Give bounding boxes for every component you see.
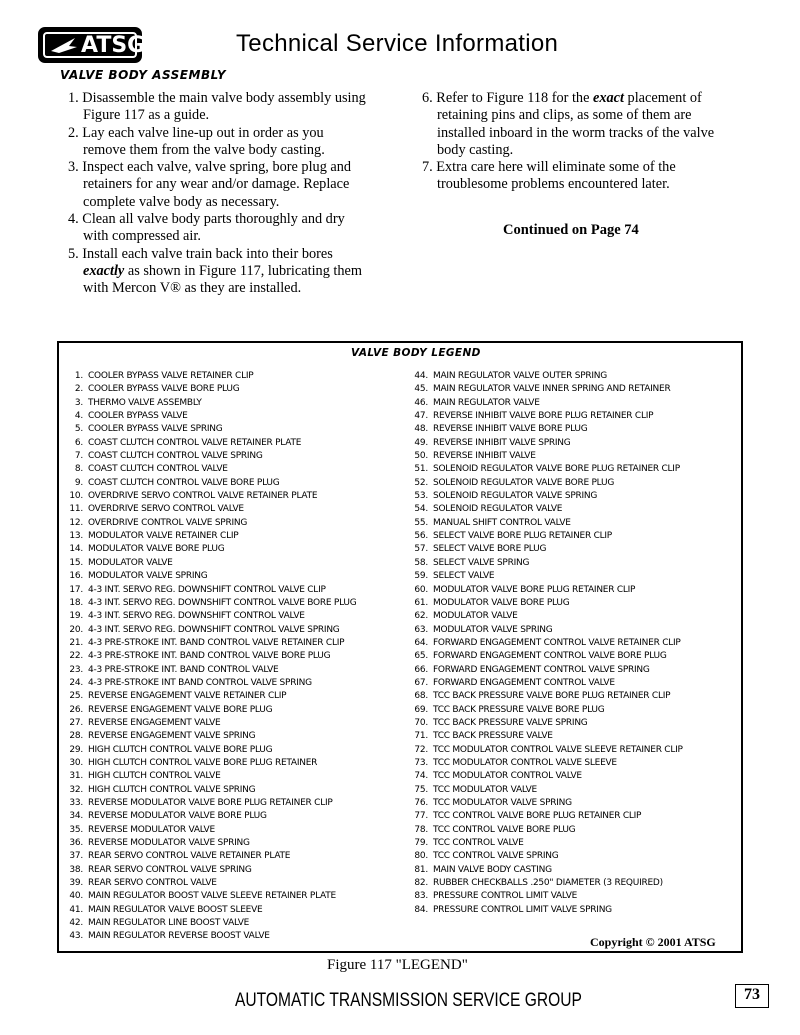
legend-item-number: 79.	[414, 838, 428, 849]
legend-item-label: SOLENOID REGULATOR VALVE	[433, 504, 563, 515]
legend-item	[66, 624, 356, 637]
legend-item-label: FORWARD ENGAGEMENT CONTROL VALVE BORE PLUG	[433, 651, 667, 662]
legend-item	[411, 717, 683, 730]
legend-item	[66, 677, 356, 690]
legend-item-label: HIGH CLUTCH CONTROL VALVE BORE PLUG RETAINER	[88, 757, 318, 768]
legend-item-number: 84.	[414, 904, 428, 915]
legend-item	[66, 864, 356, 877]
legend-item-label: COAST CLUTCH CONTROL VALVE BORE PLUG	[88, 477, 280, 488]
legend-item	[66, 530, 356, 543]
legend-item	[411, 770, 683, 783]
legend-item-label: HIGH CLUTCH CONTROL VALVE SPRING	[88, 784, 256, 795]
legend-item	[411, 383, 683, 396]
legend-item-label: REVERSE INHIBIT VALVE BORE PLUG RETAINER CLIP	[433, 411, 654, 422]
legend-item-number: 15.	[69, 557, 83, 568]
legend-item-label: 4-3 INT. SERVO REG. DOWNSHIFT CONTROL VALVE SPRING	[88, 624, 340, 635]
legend-item-number: 42.	[69, 918, 83, 929]
legend-item	[411, 677, 683, 690]
legend-item-label: MAIN REGULATOR VALVE BOOST SLEEVE	[88, 904, 263, 915]
legend-item	[411, 864, 683, 877]
legend-item-label: MODULATOR VALVE	[433, 611, 518, 622]
legend-item-label: SOLENOID REGULATOR VALVE BORE PLUG	[433, 477, 615, 488]
legend-item-label: TCC BACK PRESSURE VALVE BORE PLUG	[433, 704, 605, 715]
legend-item-number: 57.	[414, 544, 428, 555]
legend-item-label: RUBBER CHECKBALLS .250" DIAMETER (3 REQUIRED)	[433, 878, 663, 889]
legend-item	[411, 757, 683, 770]
legend-item-label: TCC MODULATOR VALVE SPRING	[433, 798, 572, 808]
legend-item	[66, 370, 356, 383]
legend-item-label: SELECT VALVE BORE PLUG	[433, 544, 547, 555]
legend-item	[411, 797, 683, 810]
legend-item	[411, 370, 683, 383]
emphasis-exact: exact	[593, 90, 624, 106]
legend-item	[411, 744, 683, 757]
legend-item-label: 4-3 PRE-STROKE INT. BAND CONTROL VALVE RETAINER CLIP	[88, 637, 345, 648]
legend-item-label: 4-3 INT. SERVO REG. DOWNSHIFT CONTROL VALVE	[88, 611, 305, 622]
legend-item	[411, 463, 683, 476]
legend-item	[411, 637, 683, 650]
legend-item-number: 47.	[414, 411, 428, 422]
legend-item-number: 35.	[69, 824, 83, 835]
legend-item-label: SOLENOID REGULATOR VALVE BORE PLUG RETAINER CLIP	[433, 464, 680, 475]
legend-item-number: 26.	[69, 704, 83, 715]
instructions-right-column	[422, 90, 722, 194]
legend-item-number: 68.	[414, 691, 428, 702]
copyright-notice: Copyright © 2001 ATSG	[590, 935, 716, 949]
legend-item-label: TCC MODULATOR CONTROL VALVE	[433, 771, 582, 782]
legend-item-number: 33.	[69, 798, 83, 808]
legend-item	[66, 450, 356, 463]
legend-item-number: 56.	[414, 531, 428, 542]
legend-item-label: REVERSE ENGAGEMENT VALVE	[88, 717, 221, 728]
legend-item-label: TCC MODULATOR CONTROL VALVE SLEEVE	[433, 757, 617, 768]
legend-item-label: MODULATOR VALVE BORE PLUG	[88, 544, 225, 555]
legend-item-number: 44.	[414, 371, 428, 381]
legend-item-number: 55.	[414, 517, 428, 528]
legend-item	[411, 784, 683, 797]
legend-item-number: 28.	[69, 731, 83, 742]
legend-item-number: 7.	[74, 451, 83, 462]
step-4: 4. Clean all valve body parts thoroughly and dry with compressed air.	[68, 211, 345, 245]
legend-item-number: 36.	[69, 838, 83, 849]
legend-item-number: 17.	[69, 584, 83, 595]
legend-item-label: SELECT VALVE SPRING	[433, 557, 530, 568]
legend-item	[411, 690, 683, 703]
legend-item	[66, 877, 356, 890]
legend-item-label: TCC BACK PRESSURE VALVE SPRING	[433, 717, 588, 728]
legend-item-label: COAST CLUTCH CONTROL VALVE RETAINER PLATE	[88, 437, 302, 448]
legend-item	[411, 543, 683, 556]
legend-item-number: 75.	[414, 784, 428, 795]
jet-icon	[49, 35, 79, 57]
page-title: Technical Service Information	[236, 30, 559, 57]
legend-item	[411, 597, 683, 610]
legend-item	[66, 704, 356, 717]
legend-item	[66, 930, 356, 943]
legend-item-number: 58.	[414, 557, 428, 568]
legend-item	[411, 904, 683, 917]
footer-title: AUTOMATIC TRANSMISSION SERVICE GROUP	[235, 990, 582, 1011]
legend-item-label: TCC CONTROL VALVE SPRING	[433, 851, 559, 862]
legend-item-number: 51.	[414, 464, 428, 475]
legend-item-label: REVERSE MODULATOR VALVE	[88, 824, 215, 835]
legend-item	[66, 730, 356, 743]
legend-item-number: 13.	[69, 531, 83, 542]
legend-item	[411, 410, 683, 423]
legend-item	[411, 850, 683, 863]
legend-item-label: MODULATOR VALVE RETAINER CLIP	[88, 531, 239, 542]
legend-item	[66, 784, 356, 797]
legend-item	[66, 570, 356, 583]
legend-item-label: MAIN REGULATOR REVERSE BOOST VALVE	[88, 931, 270, 942]
legend-item	[66, 610, 356, 623]
legend-item-label: TCC CONTROL VALVE BORE PLUG RETAINER CLIP	[433, 811, 642, 822]
legend-item-label: 4-3 INT. SERVO REG. DOWNSHIFT CONTROL VALVE CLIP	[88, 584, 326, 595]
legend-item-number: 1.	[74, 371, 83, 381]
legend-item-label: OVERDRIVE SERVO CONTROL VALVE RETAINER PLATE	[88, 491, 318, 502]
legend-item	[411, 730, 683, 743]
step-5: 5. Install each valve train back into their bores exactly as shown in Figure 117, lubricating them with Mercon V® as they are installed.	[68, 245, 363, 297]
step-3: 3. Inspect each valve, valve spring, bore plug and retainers for any wear and/or damage. Replace complete valve body as necessary.	[68, 159, 352, 210]
legend-item	[66, 397, 356, 410]
legend-item-number: 77.	[414, 811, 428, 822]
legend-item	[411, 837, 683, 850]
legend-item-label: MODULATOR VALVE	[88, 557, 173, 568]
legend-item-number: 64.	[414, 637, 428, 648]
legend-item	[411, 397, 683, 410]
legend-item-number: 52.	[414, 477, 428, 488]
legend-item	[66, 717, 356, 730]
legend-item-label: MAIN REGULATOR BOOST VALVE SLEEVE RETAINER PLATE	[88, 891, 336, 902]
legend-item-number: 14.	[69, 544, 83, 555]
legend-item-label: MAIN VALVE BODY CASTING	[433, 864, 552, 875]
legend-item-number: 11.	[69, 504, 83, 515]
legend-item	[411, 624, 683, 637]
legend-item-number: 39.	[69, 878, 83, 889]
legend-column-right	[411, 370, 683, 917]
legend-item	[66, 650, 356, 663]
legend-item-label: REVERSE ENGAGEMENT VALVE SPRING	[88, 731, 256, 742]
legend-item	[66, 824, 356, 837]
legend-item-number: 32.	[69, 784, 83, 795]
legend-item	[66, 797, 356, 810]
legend-item-number: 73.	[414, 757, 428, 768]
legend-item-number: 48.	[414, 424, 428, 435]
legend-item-number: 24.	[69, 677, 83, 688]
legend-item-label: MODULATOR VALVE SPRING	[433, 624, 553, 635]
legend-item-label: REAR SERVO CONTROL VALVE SPRING	[88, 864, 252, 875]
legend-item	[66, 904, 356, 917]
legend-item-number: 81.	[414, 864, 428, 875]
legend-item-number: 31.	[69, 771, 83, 782]
legend-item-number: 21.	[69, 637, 83, 648]
legend-item-label: MAIN REGULATOR VALVE OUTER SPRING	[433, 371, 607, 381]
legend-item-label: 4-3 PRE-STROKE INT. BAND CONTROL VALVE	[88, 664, 279, 675]
legend-item-number: 74.	[414, 771, 428, 782]
legend-item-number: 72.	[414, 744, 428, 755]
legend-item	[411, 570, 683, 583]
figure-caption: Figure 117 "LEGEND"	[327, 957, 468, 973]
step-2: 2. Lay each valve line-up out in order as you remove them from the valve body casting.	[68, 124, 325, 158]
legend-item	[66, 477, 356, 490]
legend-item-label: 4-3 PRE-STROKE INT BAND CONTROL VALVE SPRING	[88, 677, 312, 688]
legend-item-label: REVERSE INHIBIT VALVE SPRING	[433, 437, 571, 448]
legend-item-number: 70.	[414, 717, 428, 728]
legend-item	[411, 423, 683, 436]
legend-item-number: 65.	[414, 651, 428, 662]
legend-item	[411, 503, 683, 516]
legend-item	[411, 650, 683, 663]
legend-item-number: 20.	[69, 624, 83, 635]
legend-item-number: 63.	[414, 624, 428, 635]
legend-item	[411, 557, 683, 570]
legend-item-number: 41.	[69, 904, 83, 915]
legend-item-label: TCC MODULATOR CONTROL VALVE SLEEVE RETAINER CLIP	[433, 744, 683, 755]
legend-item-number: 49.	[414, 437, 428, 448]
continued-note: Continued on Page 74	[503, 222, 639, 238]
legend-item-number: 8.	[74, 464, 83, 475]
legend-item-number: 60.	[414, 584, 428, 595]
legend-item-number: 76.	[414, 798, 428, 808]
legend-item-label: SELECT VALVE BORE PLUG RETAINER CLIP	[433, 531, 612, 542]
legend-item-number: 9.	[74, 477, 83, 488]
legend-item	[66, 463, 356, 476]
legend-item-label: COOLER BYPASS VALVE	[88, 411, 188, 422]
legend-item-label: COOLER BYPASS VALVE SPRING	[88, 424, 223, 435]
legend-item	[411, 824, 683, 837]
legend-item-number: 25.	[69, 691, 83, 702]
legend-item-number: 30.	[69, 757, 83, 768]
legend-item	[66, 517, 356, 530]
legend-item	[66, 383, 356, 396]
legend-item-label: PRESSURE CONTROL LIMIT VALVE	[433, 891, 578, 902]
atsg-logo	[38, 27, 146, 63]
legend-item-number: 16.	[69, 571, 83, 582]
logo-text: ATSG	[81, 33, 146, 58]
legend-item-number: 29.	[69, 744, 83, 755]
legend-item-number: 22.	[69, 651, 83, 662]
legend-item	[66, 890, 356, 903]
legend-item-label: MAIN REGULATOR VALVE	[433, 397, 540, 408]
legend-item	[411, 517, 683, 530]
legend-item-label: REVERSE INHIBIT VALVE	[433, 451, 536, 462]
legend-item-label: MANUAL SHIFT CONTROL VALVE	[433, 517, 571, 528]
legend-item-number: 10.	[69, 491, 83, 502]
legend-item	[66, 757, 356, 770]
legend-item	[66, 810, 356, 823]
legend-item-label: MAIN REGULATOR LINE BOOST VALVE	[88, 918, 250, 929]
legend-item-number: 23.	[69, 664, 83, 675]
legend-item	[66, 850, 356, 863]
legend-item-label: MODULATOR VALVE SPRING	[88, 571, 208, 582]
legend-item	[66, 557, 356, 570]
legend-item-label: REAR SERVO CONTROL VALVE RETAINER PLATE	[88, 851, 291, 862]
legend-item	[66, 637, 356, 650]
legend-item-label: FORWARD ENGAGEMENT CONTROL VALVE	[433, 677, 615, 688]
legend-item-number: 54.	[414, 504, 428, 515]
legend-item	[411, 530, 683, 543]
legend-item	[66, 690, 356, 703]
step-1: 1. Disassemble the main valve body assembly using Figure 117 as a guide.	[68, 90, 366, 124]
legend-item-number: 62.	[414, 611, 428, 622]
instructions-left-column	[68, 90, 368, 298]
legend-item-label: REVERSE MODULATOR VALVE BORE PLUG	[88, 811, 267, 822]
legend-item	[411, 664, 683, 677]
legend-item	[66, 584, 356, 597]
legend-item-number: 40.	[69, 891, 83, 902]
legend-item-label: TCC CONTROL VALVE BORE PLUG	[433, 824, 576, 835]
section-heading: VALVE BODY ASSEMBLY	[60, 68, 227, 82]
legend-item	[411, 810, 683, 823]
legend-item-number: 71.	[414, 731, 428, 742]
legend-item-number: 6.	[74, 437, 83, 448]
legend-item-label: 4-3 INT. SERVO REG. DOWNSHIFT CONTROL VALVE BORE PLUG	[88, 597, 357, 608]
legend-item-number: 50.	[414, 451, 428, 462]
legend-item-number: 27.	[69, 717, 83, 728]
legend-item	[66, 664, 356, 677]
legend-item-number: 37.	[69, 851, 83, 862]
legend-item	[66, 503, 356, 516]
legend-item-label: COOLER BYPASS VALVE BORE PLUG	[88, 384, 240, 395]
legend-item	[66, 837, 356, 850]
legend-item-number: 61.	[414, 597, 428, 608]
legend-item-number: 69.	[414, 704, 428, 715]
legend-item-number: 2.	[74, 384, 83, 395]
legend-item-label: COOLER BYPASS VALVE RETAINER CLIP	[88, 371, 254, 381]
legend-item	[66, 917, 356, 930]
legend-item-number: 46.	[414, 397, 428, 408]
emphasis-exactly: exactly	[83, 262, 125, 279]
legend-item	[411, 890, 683, 903]
legend-item-label: SOLENOID REGULATOR VALVE SPRING	[433, 491, 598, 502]
legend-item-label: HIGH CLUTCH CONTROL VALVE BORE PLUG	[88, 744, 273, 755]
legend-item	[66, 423, 356, 436]
legend-item-number: 83.	[414, 891, 428, 902]
legend-item	[411, 490, 683, 503]
legend-item-label: PRESSURE CONTROL LIMIT VALVE SPRING	[433, 904, 612, 915]
legend-item-label: REVERSE MODULATOR VALVE SPRING	[88, 838, 250, 849]
legend-item-label: OVERDRIVE SERVO CONTROL VALVE	[88, 504, 244, 515]
legend-item-number: 4.	[74, 411, 83, 422]
legend-item-label: REVERSE ENGAGEMENT VALVE RETAINER CLIP	[88, 691, 287, 702]
legend-item-label: TCC MODULATOR VALVE	[433, 784, 537, 795]
legend-item-number: 59.	[414, 571, 428, 582]
legend-item-number: 80.	[414, 851, 428, 862]
legend-item-label: FORWARD ENGAGEMENT CONTROL VALVE RETAINER CLIP	[433, 637, 681, 648]
legend-item-label: THERMO VALVE ASSEMBLY	[88, 397, 202, 408]
legend-item-label: SELECT VALVE	[433, 571, 495, 582]
legend-item-label: REVERSE ENGAGEMENT VALVE BORE PLUG	[88, 704, 273, 715]
legend-item-number: 38.	[69, 864, 83, 875]
legend-item-label: OVERDRIVE CONTROL VALVE SPRING	[88, 517, 248, 528]
legend-item-number: 67.	[414, 677, 428, 688]
legend-item	[411, 610, 683, 623]
legend-title: VALVE BODY LEGEND	[351, 347, 481, 359]
step-6: 6. Refer to Figure 118 for the exact placement of retaining pins and clips, as some of them are installed inboard in the worm tracks of the valve body casting.	[422, 90, 715, 158]
legend-item-label: COAST CLUTCH CONTROL VALVE SPRING	[88, 451, 263, 462]
legend-item-number: 19.	[69, 611, 83, 622]
page-number: 73	[744, 986, 760, 1003]
legend-item	[66, 437, 356, 450]
legend-item-label: COAST CLUTCH CONTROL VALVE	[88, 464, 228, 475]
legend-item-number: 82.	[414, 878, 428, 889]
legend-item-label: FORWARD ENGAGEMENT CONTROL VALVE SPRING	[433, 664, 650, 675]
legend-item	[411, 877, 683, 890]
legend-item-label: REVERSE MODULATOR VALVE BORE PLUG RETAINER CLIP	[88, 798, 333, 808]
legend-item-number: 53.	[414, 491, 428, 502]
legend-item-number: 12.	[69, 517, 83, 528]
legend-item-label: HIGH CLUTCH CONTROL VALVE	[88, 771, 221, 782]
legend-item	[66, 770, 356, 783]
legend-item	[66, 543, 356, 556]
step-7: 7. Extra care here will eliminate some of the troublesome problems encountered later.	[422, 159, 676, 193]
legend-item-label: TCC BACK PRESSURE VALVE BORE PLUG RETAINER CLIP	[433, 691, 671, 702]
legend-item	[411, 477, 683, 490]
legend-item-label: REVERSE INHIBIT VALVE BORE PLUG	[433, 424, 588, 435]
legend-item-label: MODULATOR VALVE BORE PLUG	[433, 597, 570, 608]
legend-item-number: 5.	[74, 424, 83, 435]
legend-item	[411, 437, 683, 450]
legend-item-label: 4-3 PRE-STROKE INT. BAND CONTROL VALVE BORE PLUG	[88, 651, 331, 662]
legend-item-number: 18.	[69, 597, 83, 608]
legend-item	[66, 410, 356, 423]
legend-item-number: 34.	[69, 811, 83, 822]
legend-item	[411, 450, 683, 463]
legend-item-label: MODULATOR VALVE BORE PLUG RETAINER CLIP	[433, 584, 636, 595]
legend-item-number: 3.	[74, 397, 83, 408]
legend-item-number: 43.	[69, 931, 83, 942]
legend-item	[66, 490, 356, 503]
legend-item-number: 66.	[414, 664, 428, 675]
legend-item	[66, 744, 356, 757]
legend-item-number: 78.	[414, 824, 428, 835]
legend-item	[411, 704, 683, 717]
legend-item-number: 45.	[414, 384, 428, 395]
legend-item	[66, 597, 356, 610]
legend-item	[411, 584, 683, 597]
legend-item-label: TCC CONTROL VALVE	[433, 838, 524, 849]
legend-item-label: MAIN REGULATOR VALVE INNER SPRING AND RETAINER	[433, 384, 671, 395]
legend-column-left	[66, 370, 356, 944]
legend-item-label: REAR SERVO CONTROL VALVE	[88, 878, 217, 889]
legend-item-label: TCC BACK PRESSURE VALVE	[433, 731, 553, 742]
